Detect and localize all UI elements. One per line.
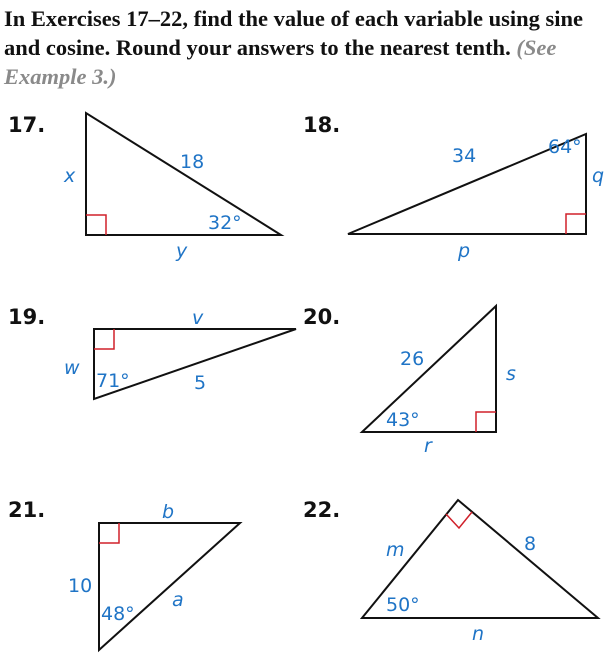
top-leg-label-19: v xyxy=(192,307,204,329)
bottom-leg-label-17: y xyxy=(176,240,188,262)
example-reference: (See Example 3.) xyxy=(4,35,557,89)
angle-label-21: 48° xyxy=(101,603,135,625)
angle-label-20: 43° xyxy=(386,409,420,431)
exercise-number-19: 19. xyxy=(8,305,46,329)
right-leg-label-20: s xyxy=(506,363,516,385)
left-leg-label-19: w xyxy=(64,357,80,379)
angle-label-17: 32° xyxy=(208,212,242,234)
hypotenuse-label-20: 26 xyxy=(400,348,425,370)
triangle-21-outline xyxy=(99,523,240,650)
triangle-19 xyxy=(64,307,296,399)
angle-label-19: 71° xyxy=(96,370,130,392)
right-leg-label-22: 8 xyxy=(524,533,537,555)
triangle-22 xyxy=(362,500,598,645)
exercise-number-22: 22. xyxy=(303,498,341,522)
exercise-number-18: 18. xyxy=(303,113,341,137)
bottom-leg-label-18: p xyxy=(458,240,471,262)
angle-label-22: 50° xyxy=(386,594,420,616)
hypotenuse-label-18: 34 xyxy=(452,145,477,167)
right-angle-mark-21 xyxy=(99,523,119,543)
left-leg-label-17: x xyxy=(64,165,76,187)
bottom-leg-label-20: r xyxy=(424,435,432,457)
right-angle-mark-19 xyxy=(94,329,114,349)
right-angle-mark-18 xyxy=(566,214,586,234)
left-leg-label-22: m xyxy=(386,539,405,561)
left-leg-label-21: 10 xyxy=(68,575,93,597)
top-leg-label-21: b xyxy=(162,501,175,523)
instructions-text: In Exercises 17–22, find the value of each variable using sine and cosine. Round your answers to the nearest tenth. xyxy=(4,6,583,60)
triangle-20 xyxy=(362,306,516,457)
right-angle-mark-17 xyxy=(86,215,106,235)
triangle-17-outline xyxy=(86,113,281,235)
base-label-22: n xyxy=(472,623,485,645)
right-angle-mark-20 xyxy=(476,412,496,432)
triangle-18 xyxy=(348,134,604,262)
right-leg-label-18: q xyxy=(592,165,605,187)
hypotenuse-label-21: a xyxy=(172,589,184,611)
angle-label-18: 64° xyxy=(548,136,582,158)
hypotenuse-label-19: 5 xyxy=(194,372,207,394)
hypotenuse-label-17: 18 xyxy=(180,151,205,173)
triangle-21 xyxy=(68,501,240,650)
right-angle-mark-22 xyxy=(446,512,472,528)
triangle-17 xyxy=(63,113,281,262)
exercise-number-17: 17. xyxy=(8,113,46,137)
exercise-number-21: 21. xyxy=(8,498,46,522)
exercise-number-20: 20. xyxy=(303,305,341,329)
